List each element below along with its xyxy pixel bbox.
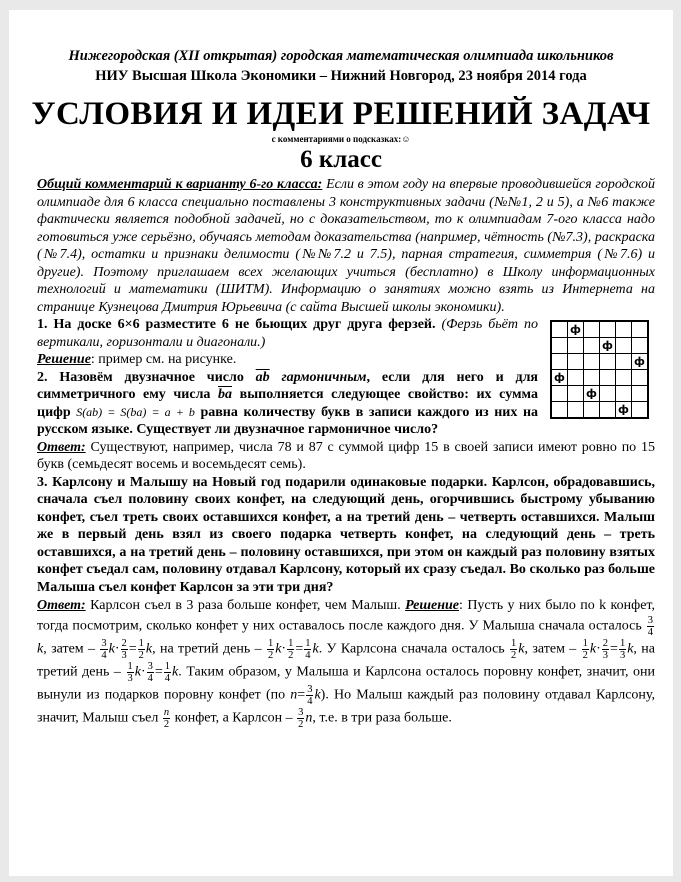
queen-piece: ф	[616, 402, 632, 418]
fraction: $\frac{1}{3}$	[619, 638, 626, 661]
board-cell	[600, 322, 616, 338]
fraction: $\frac{3}{4}$	[307, 684, 313, 707]
general-comment	[37, 176, 655, 316]
solution-text-10: , т.е. в три раза больше.	[312, 710, 452, 726]
grade-heading: 6 класс	[300, 146, 382, 173]
board-cell	[568, 386, 584, 402]
queen-piece: ф	[600, 338, 616, 354]
problem-2-answer	[37, 439, 655, 474]
document-page	[9, 10, 673, 876]
board-cell	[632, 322, 648, 338]
board-cell	[552, 402, 568, 418]
answer-label: Ответ:	[37, 598, 86, 613]
board-cell	[600, 354, 616, 370]
board-cell	[584, 322, 600, 338]
fraction: $\frac{n}{2}$	[163, 707, 170, 730]
board-cell	[616, 338, 632, 354]
fraction: $\frac{1}{3}$	[127, 661, 133, 684]
queen-piece: ф	[584, 386, 600, 402]
board-cell	[600, 402, 616, 418]
harmonic-term: гармоничным	[269, 369, 367, 385]
answer-text: Существуют, например, числа 78 и 87 с суммой цифр 15 в своей записи имеют ровно по 15 букв (семьдесят восемь и восемьдесят семь).	[37, 439, 655, 472]
solution-text-5: , затем –	[524, 641, 581, 657]
solution-label: Решение	[405, 598, 460, 613]
problem-1-note: (Ферзь бьёт по вертикали, горизонтали и диагонали.)	[37, 317, 538, 350]
problem-2-part-d: выполняется следующее свойство: их сумма цифр	[37, 387, 538, 420]
problem-2-part-c: , если для него и для симметричного ему числа	[37, 369, 538, 402]
olympiad-title: Нижегородская (XII открытая) городская математическая олимпиада школьников	[68, 48, 614, 64]
board-cell	[568, 402, 584, 418]
solution-text-1: : Пусть у них было по k конфет, тогда посмотрим, сколько конфет у них оставалось после каждого дня. У Малыша сначала осталось	[37, 598, 655, 634]
fraction: $\frac{1}{2}$	[288, 638, 294, 661]
fraction: $\frac{3}{2}$	[298, 707, 304, 730]
fraction: $\frac{1}{4}$	[305, 638, 311, 661]
solution-text-4: . У Карлсона сначала осталось	[318, 641, 510, 657]
queen-piece: ф	[568, 322, 584, 338]
problem-3: 3. Карлсону и Малышу на Новый год подарили одинаковые подарки. Карлсон, обрадовавшись, сначала съел половину своих конфет, на следующий день, огорчившись быстрому убыванию конфет, съел треть своих оставшихся конфет, а на третий день – четверть оставшихся. Малыш же в первый день взял из своего подарка четверть конфет, на следующий день – треть оставшихся, а на третий день – половину оставшихся, при этом он каждый раз половину взятых конфет съедал сам, половину отдавал Карлсону, который их сразу съедал. Во сколько раз больше Малыша съел конфет Карлсон за эти три дня?	[37, 474, 655, 595]
digit-sum-formula: S(ab) = S(ba) = a + b	[76, 404, 195, 419]
board-cell	[632, 386, 648, 402]
fraction: $\frac{1}{2}$	[138, 638, 144, 661]
board-cell	[552, 322, 568, 338]
board-cell	[584, 338, 600, 354]
problem-2-part-a: 2. Назовём двузначное число	[37, 369, 256, 385]
fraction: $\frac{2}{3}$	[602, 638, 609, 661]
page-subtitle: с комментариями о подсказках:☺	[271, 134, 411, 144]
chessboard-grid	[551, 321, 648, 418]
board-cell	[600, 386, 616, 402]
queen-piece: ф	[552, 370, 568, 386]
answer-label: Ответ:	[37, 439, 86, 455]
number-ba: $\overline{ba}$	[218, 387, 233, 402]
board-cell	[600, 370, 616, 386]
problem-1-statement: 1. На доске 6×6 разместите 6 не бьющих друг друга ферзей.	[37, 317, 436, 332]
fraction: $\frac{3}{4}$	[647, 615, 653, 638]
solution-text: : пример см. на рисунке.	[90, 352, 237, 367]
organizer-line: НИУ Высшая Школа Экономики – Нижний Новгород, 23 ноября 2014 года	[95, 68, 587, 84]
solution-text-3: , на третий день –	[152, 641, 266, 657]
board-cell	[584, 370, 600, 386]
answer-text: Карлсон съел в 3 раза больше конфет, чем Малыш.	[85, 598, 406, 613]
board-cell	[616, 322, 632, 338]
fraction: $\frac{1}{2}$	[267, 638, 274, 661]
page-title: УСЛОВИЯ И ИДЕИ РЕШЕНИЙ ЗАДАЧ	[31, 96, 651, 132]
fraction: $\frac{1}{2}$	[582, 638, 588, 661]
fraction: $\frac{1}{2}$	[511, 638, 517, 661]
solution-text-6: , на третий день –	[37, 641, 655, 680]
comment-text: Если в этом году на впервые проводившейся городской олимпиаде для 6 класса специально поставлены 3 конструктивных задачи (№№1, 2 и 5), а №6 также фактически является подобной задачей, но с доказательством, то к олимпиадам 7-ого класса надо готовиться уже серьёзно, обучаясь методам доказательства (например, чётность (№7.3), раскраска (№7.4), остатки и признаки делимости (№№7.2 и 7.5), парная стратегия, симметрия (№7.6) и другие). Поэтому приглашаем всех желающих учиться (бесплатно) в Школу информационных технологий и математики (ШИТМ). Информацию о занятиях можно взять из Интернета на странице Кузнецова Дмитрия Юрьевича (с сайта Высшей школы экономики).	[37, 177, 655, 315]
solution-text-8: ). Но Малыш каждый раз половину отдавал Карлсону, значит, Малыш съел	[37, 687, 656, 726]
fraction: $\frac{3}{4}$	[101, 638, 107, 661]
board-cell	[632, 338, 648, 354]
board-cell	[552, 386, 568, 402]
solution-text-2: , затем –	[43, 641, 100, 657]
queen-piece: ф	[632, 354, 648, 370]
comment-label: Общий комментарий к варианту 6-го класса:	[37, 177, 323, 192]
fraction: $\frac{1}{4}$	[164, 661, 171, 684]
board-cell	[632, 370, 648, 386]
board-cell	[568, 354, 584, 370]
fraction: $\frac{3}{4}$	[147, 661, 153, 684]
board-cell	[552, 354, 568, 370]
fraction: $\frac{2}{3}$	[121, 638, 127, 661]
board-cell	[584, 402, 600, 418]
problem-2-part-e: равна количеству букв в записи каждого из них на русском языке. Существует ли двузначное гармоничное число?	[37, 404, 539, 437]
queens-board	[550, 320, 649, 419]
document-body	[37, 176, 655, 730]
board-cell	[568, 370, 584, 386]
board-cell	[568, 338, 584, 354]
number-ab: $\overline{ab}$	[255, 369, 270, 385]
board-cell	[616, 354, 632, 370]
board-cell	[616, 370, 632, 386]
board-cell	[616, 386, 632, 402]
solution-text-7: . Таким образом, у Малыша и Карлсона осталось поровну конфет, значит, они вынули из подарков поровну конфет (по	[37, 664, 655, 703]
solution-label: Решение	[37, 352, 91, 367]
board-cell	[632, 402, 648, 418]
board-cell	[552, 338, 568, 354]
board-cell	[584, 354, 600, 370]
problem-3-answer: Ответ: Карлсон съел в 3 раза больше конфет, чем Малыш. Решение: Пусть у них было по k конфет, тогда посмотрим, сколько конфет у них оставалось после каждого дня. У Малыша сначала осталось $\frac{3}{4}$ k, затем – $\frac{3}{4}$ k· $\frac{2}{3}$ = $\frac{1}{2}$ k, на третий день – $\frac{1}{2}$ k· $\frac{1}{2}$ = $\frac{1}{4}$ k. У Карлсона сначала осталось $\frac{1}{2}$ k, затем – $\frac{1}{2}$ k· $\frac{2}{3}$ = $\frac{1}{3}$ k, на третий день – $\frac{1}{3}$ k· $\frac{3}{4}$ = $\frac{1}{4}$ k. Таким образом, у Малыша и Карлсона осталось поровну конфет, значит, они вынули из подарков поровну конфет (по n= $\frac{3}{4}$ k). Но Малыш каждый раз половину отдавал Карлсону, значит, Малыш съел $\frac{n}{2}$ конфет, а Карлсон – $\frac{3}{2}$ n, т.е. в три раза больше.	[37, 598, 656, 730]
solution-text-9: конфет, а Карлсон –	[171, 710, 297, 726]
